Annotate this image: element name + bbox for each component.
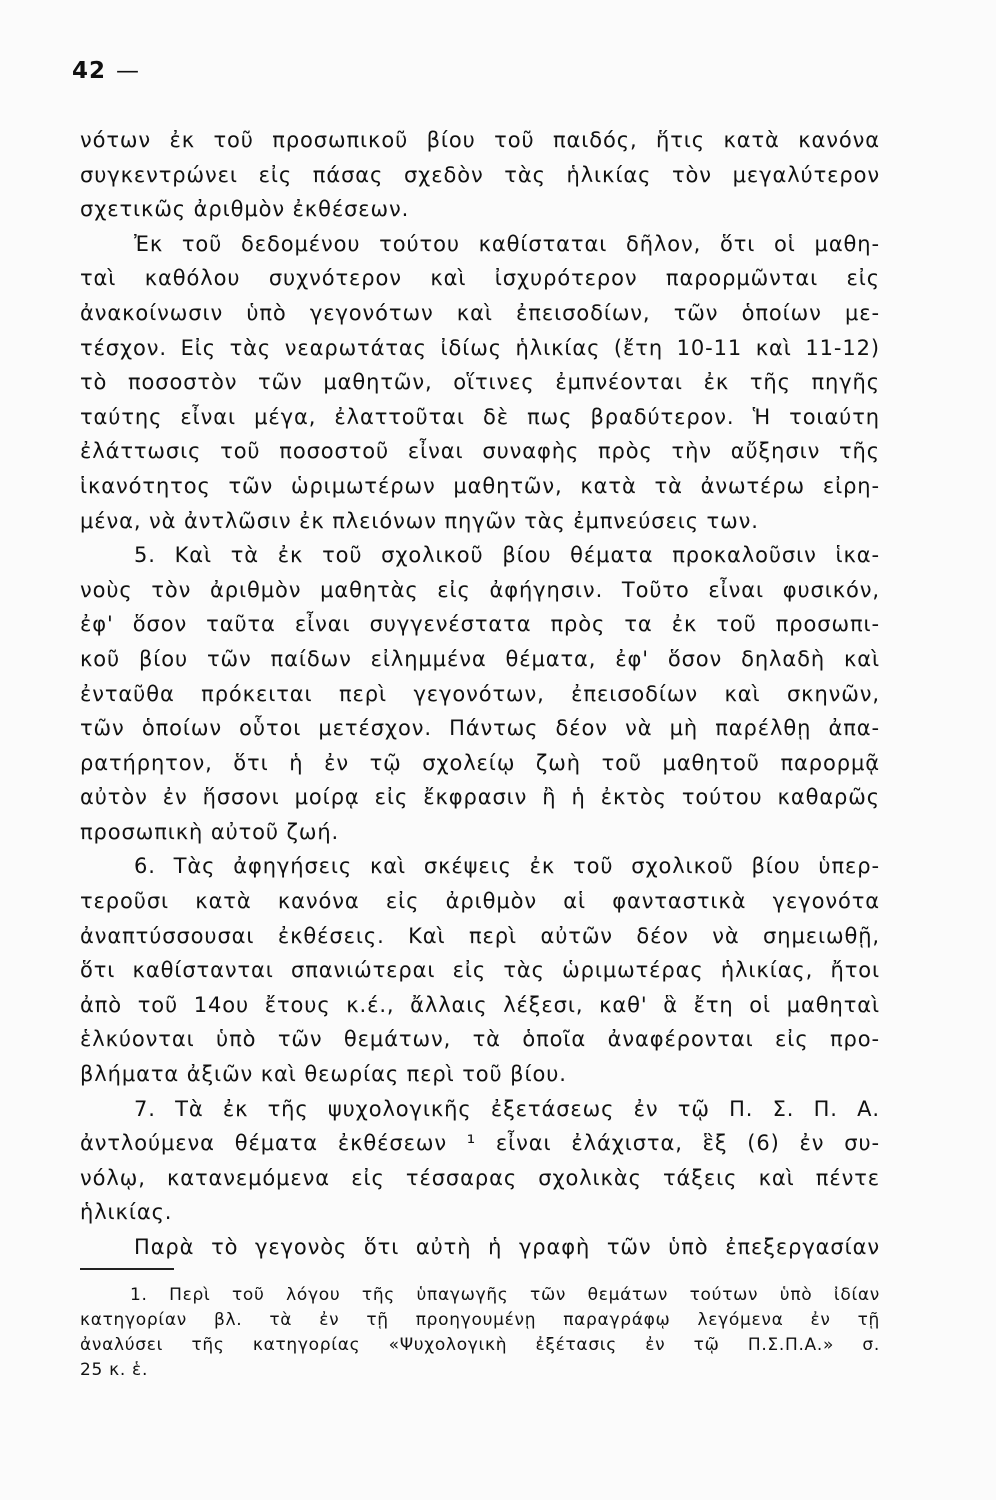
page-number-dash: —: [116, 58, 141, 84]
text-line: ρατήρητον, ὅτι ἡ ἐν τῷ σχολείῳ ζωὴ τοῦ μαθητοῦ παρορμᾷ: [80, 750, 880, 775]
page-number: 42: [72, 58, 107, 84]
text-line: ἀπὸ τοῦ 14ου ἔτους κ.έ., ἄλλαις λέξεσι, καθ' ἃ ἔτη οἱ μαθηταὶ: [80, 992, 880, 1017]
text-line: ἐφ' ὅσον ταῦτα εἶναι συγγενέστατα πρὸς τα ἐκ τοῦ προσωπι-: [80, 612, 880, 637]
footnote: [80, 1283, 880, 1383]
text-line: αὐτὸν ἐν ἥσσονι μοίρᾳ εἰς ἔκφρασιν ἢ ἡ ἐκτὸς τούτου καθαρῶς: [80, 785, 880, 810]
text-line: μένα, νὰ ἀντλῶσιν ἐκ πλειόνων πηγῶν τὰς ἐμπνεύσεις των.: [80, 508, 759, 533]
page-header: [72, 58, 140, 84]
footnote-line: 1. Περὶ τοῦ λόγου τῆς ὑπαγωγῆς τῶν θεμάτων τούτων ὑπὸ ἰδίαν: [130, 1285, 880, 1305]
footnote-line: 25 κ. ἑ.: [80, 1360, 149, 1380]
text-line: ἀνακοίνωσιν ὑπὸ γεγονότων καὶ ἐπεισοδίων, τῶν ὁποίων με-: [80, 300, 880, 325]
text-line: νοὺς τὸν ἀριθμὸν μαθητὰς εἰς ἀφήγησιν. Τοῦτο εἶναι φυσικόν,: [80, 577, 880, 602]
text-line: ἱκανότητος τῶν ὡριμωτέρων μαθητῶν, κατὰ τὰ ἀνωτέρω εἰρη-: [80, 473, 880, 498]
text-line: νόλῳ, κατανεμόμενα εἰς τέσσαρας σχολικὰς τάξεις καὶ πέντε: [80, 1165, 880, 1190]
text-line: βλήματα ἀξιῶν καὶ θεωρίας περὶ τοῦ βίου.: [80, 1062, 567, 1087]
text-line: ἐνταῦθα πρόκειται περὶ γεγονότων, ἐπεισοδίων καὶ σκηνῶν,: [80, 681, 880, 706]
text-line: 7. Τὰ ἐκ τῆς ψυχολογικῆς ἐξετάσεως ἐν τῷ Π. Σ. Π. Α.: [134, 1096, 880, 1121]
text-line: Ἐκ τοῦ δεδομένου τούτου καθίσταται δῆλον, ὅτι οἱ μαθη-: [134, 231, 880, 256]
text-line: ἑλκύονται ὑπὸ τῶν θεμάτων, τὰ ὁποῖα ἀναφέρονται εἰς προ-: [80, 1027, 880, 1052]
text-line: ὅτι καθίστανται σπανιώτεραι εἰς τὰς ὡριμωτέρας ἡλικίας, ἤτοι: [80, 958, 880, 983]
text-line: ταὶ καθόλου συχνότερον καὶ ἰσχυρότερον παρορμῶνται εἰς: [80, 266, 880, 291]
text-line: ἀναπτύσσουσαι ἐκθέσεις. Καὶ περὶ αὐτῶν δέον νὰ σημειωθῇ,: [80, 923, 880, 948]
text-line: 5. Καὶ τὰ ἐκ τοῦ σχολικοῦ βίου θέματα προκαλοῦσιν ἱκα-: [134, 543, 880, 568]
text-line: 6. Τὰς ἀφηγήσεις καὶ σκέψεις ἐκ τοῦ σχολικοῦ βίου ὑπερ-: [134, 854, 880, 879]
text-line: ἐλάττωσις τοῦ ποσοστοῦ εἶναι συναφὴς πρὸς τὴν αὔξησιν τῆς: [80, 439, 880, 464]
text-line: σχετικῶς ἀριθμὸν ἐκθέσεων.: [80, 197, 410, 222]
text-line: τῶν ὁποίων οὗτοι μετέσχον. Πάντως δέον νὰ μὴ παρέλθῃ ἀπα-: [80, 716, 880, 741]
text-line: τεροῦσι κατὰ κανόνα εἰς ἀριθμὸν αἱ φανταστικὰ γεγονότα: [80, 889, 880, 914]
text-line: τέσχον. Εἰς τὰς νεαρωτάτας ἰδίως ἡλικίας (ἔτη 10-11 καὶ 11-12): [80, 335, 880, 360]
text-line: ἀντλούμενα θέματα ἐκθέσεων ¹ εἶναι ἐλάχιστα, ἓξ (6) ἐν συ-: [80, 1131, 880, 1156]
text-line: προσωπικὴ αὐτοῦ ζωή.: [80, 819, 340, 844]
text-line: ἡλικίας.: [80, 1200, 173, 1225]
body-text: [80, 123, 880, 1265]
footnote-line: ἀναλύσει τῆς κατηγορίας «Ψυχολογικὴ ἐξέτασις ἐν τῷ Π.Σ.Π.Α.» σ.: [80, 1335, 880, 1355]
footnote-divider: [80, 1268, 174, 1270]
text-line: κοῦ βίου τῶν παίδων εἰλημμένα θέματα, ἐφ' ὅσον δηλαδὴ καὶ: [80, 646, 880, 671]
text-line: τὸ ποσοστὸν τῶν μαθητῶν, οἵτινες ἐμπνέονται ἐκ τῆς πηγῆς: [80, 370, 880, 395]
text-line: νότων ἐκ τοῦ προσωπικοῦ βίου τοῦ παιδός, ἥτις κατὰ κανόνα: [80, 128, 880, 152]
footnote-line: κατηγορίαν βλ. τὰ ἐν τῇ προηγουμένῃ παραγράφῳ λεγόμενα ἐν τῇ: [80, 1310, 880, 1330]
text-line: ταύτης εἶναι μέγα, ἐλαττοῦται δὲ πως βραδύτερον. Ἡ τοιαύτη: [80, 404, 880, 429]
text-line: Παρὰ τὸ γεγονὸς ὅτι αὐτὴ ἡ γραφὴ τῶν ὑπὸ ἐπεξεργασίαν: [134, 1235, 880, 1259]
text-line: συγκεντρώνει εἰς πάσας σχεδὸν τὰς ἡλικίας τὸν μεγαλύτερον: [80, 162, 880, 187]
